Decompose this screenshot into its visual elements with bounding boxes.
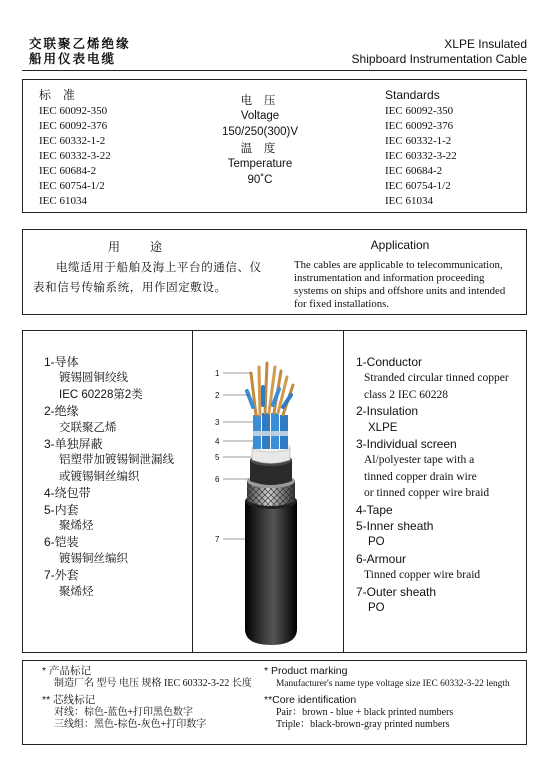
core-en-triple: Triple：black-brown-gray printed numbers <box>276 719 450 730</box>
application-en-body: The cables are applicable to telecommunication, instrumentation and information proceeding systems on ships and offshore units and intended for fixed installations. <box>294 259 506 310</box>
component-title: 3-单独屏蔽 <box>44 437 103 452</box>
callout-4: 4 <box>215 437 220 446</box>
component-detail: 镀锡圆铜绞线 <box>59 372 128 385</box>
standard-item: IEC 60332-1-2 <box>385 135 452 147</box>
structure-cn <box>44 354 174 600</box>
component-title: 1-Conductor <box>356 355 423 369</box>
standard-item: IEC 60684-2 <box>385 165 443 177</box>
cable-illustration <box>193 333 343 651</box>
component-title: 4-绕包带 <box>44 486 91 501</box>
standard-item: IEC 61034 <box>39 195 87 207</box>
callout-3: 3 <box>215 418 220 427</box>
voltage-en: Voltage <box>240 110 280 122</box>
structure-en <box>356 354 509 617</box>
structure-divider-right <box>343 331 344 652</box>
standards-en-title: Standards <box>385 88 440 102</box>
component-title: 7-Outer sheath <box>356 584 437 599</box>
application-cn-body: 电缆适用于船舶及海上平台的通信、仪表和信号传输系统，用作固定敷设。 <box>33 262 262 294</box>
component-title: 2-绝缘 <box>44 404 79 419</box>
standard-item: IEC 60332-1-2 <box>39 135 106 147</box>
conductors <box>247 363 293 415</box>
component-detail: 铝塑带加镀锡铜泄漏线 <box>59 454 174 467</box>
component-title: 1-导体 <box>44 355 79 369</box>
component-detail: class 2 IEC 60228 <box>364 388 449 401</box>
component-title: 7-外套 <box>44 568 79 583</box>
temp-en: Temperature <box>227 158 293 170</box>
component-title: 2-Insulation <box>356 404 419 419</box>
voltage-value: 150/250(300)V <box>221 126 299 138</box>
standard-item: IEC 60092-350 <box>385 105 454 117</box>
marking-en-title: * Product marking <box>264 665 348 677</box>
component-detail: XLPE <box>368 421 398 434</box>
standard-item: IEC 60092-350 <box>39 105 108 117</box>
outer-sheath <box>245 493 297 645</box>
application-en-title: Application <box>370 238 430 252</box>
core-en-pair: Pair：brown - blue + black printed numbers <box>276 706 454 718</box>
component-title: 5-内套 <box>44 502 79 517</box>
marking-en-body: Manufacturer's name type voltage size IEC 60332-3-22 length <box>276 678 510 689</box>
core-cn-triple: 三线组：黑色-棕色-灰色+打印数字 <box>54 719 207 730</box>
standards-cn <box>39 88 111 209</box>
standard-item: IEC 60754-1/2 <box>385 180 451 192</box>
voltage-cn: 电 压 <box>240 93 280 107</box>
standards-cn-title: 标 准 <box>39 88 79 102</box>
component-detail: IEC 60228第2类 <box>59 388 143 401</box>
notes-cn <box>42 665 252 732</box>
standard-item: IEC 60684-2 <box>39 165 97 177</box>
title-cn-line1: 交联聚乙烯绝缘 <box>29 37 131 51</box>
standard-item: IEC 60332-3-22 <box>385 150 457 162</box>
component-detail: 聚烯烃 <box>59 585 94 598</box>
callout-5: 5 <box>215 453 220 462</box>
component-detail: tinned copper drain wire <box>364 470 477 483</box>
component-detail: PO <box>368 602 385 615</box>
component-detail: 镀锡铜丝编织 <box>59 552 128 565</box>
core-en-title: **Core identification <box>264 694 357 706</box>
title-cn <box>29 37 131 67</box>
component-title: 5-Inner sheath <box>356 519 434 534</box>
standard-item: IEC 60092-376 <box>385 120 454 132</box>
standard-item: IEC 60092-376 <box>39 120 108 132</box>
title-en-line1: XLPE Insulated <box>444 37 527 51</box>
callout-6: 6 <box>215 475 220 484</box>
component-detail: 聚烯烃 <box>59 520 94 533</box>
title-en <box>352 37 527 67</box>
component-title: 3-Individual screen <box>356 437 457 452</box>
component-detail: Al/polyester tape with a <box>364 454 475 467</box>
core-cn-pair: 对线：棕色-蓝色+打印黑色数字 <box>54 706 193 718</box>
standards-cn-list <box>39 104 111 209</box>
callout-2: 2 <box>215 391 220 400</box>
title-cn-line2: 船用仪表电缆 <box>29 52 117 66</box>
component-detail: 或镀锡铜丝编织 <box>59 470 140 483</box>
marking-cn-title: * 产品标记 <box>42 665 92 677</box>
core-cn-title: ** 芯线标记 <box>42 694 96 706</box>
component-detail: 交联聚乙烯 <box>59 421 117 434</box>
component-detail: or tinned copper wire braid <box>364 487 490 500</box>
component-detail: PO <box>368 536 385 549</box>
standard-item: IEC 60332-3-22 <box>39 150 111 162</box>
callout-1: 1 <box>215 369 220 378</box>
title-en-line2: Shipboard Instrumentation Cable <box>351 52 527 66</box>
component-detail: Tinned copper wire braid <box>364 569 481 582</box>
standards-en <box>385 88 457 209</box>
callout-7: 7 <box>215 535 220 544</box>
component-title: 4-Tape <box>356 502 393 517</box>
standard-item: IEC 61034 <box>385 195 433 207</box>
application-cn-title: 用途 <box>107 240 192 254</box>
component-title: 6-Armour <box>356 551 407 566</box>
standards-en-list <box>385 104 457 209</box>
notes-en <box>264 665 510 732</box>
temp-cn: 温 度 <box>240 141 280 155</box>
standard-item: IEC 60754-1/2 <box>39 180 105 192</box>
component-detail: Stranded circular tinned copper <box>364 372 509 385</box>
header-rule <box>22 70 527 71</box>
temp-value: 90˚C <box>247 174 273 186</box>
component-title: 6-铠装 <box>44 535 79 550</box>
marking-cn-body: 制造厂名 型号 电压 规格 IEC 60332-3-22 长度 <box>54 677 252 689</box>
ratings <box>195 92 325 188</box>
